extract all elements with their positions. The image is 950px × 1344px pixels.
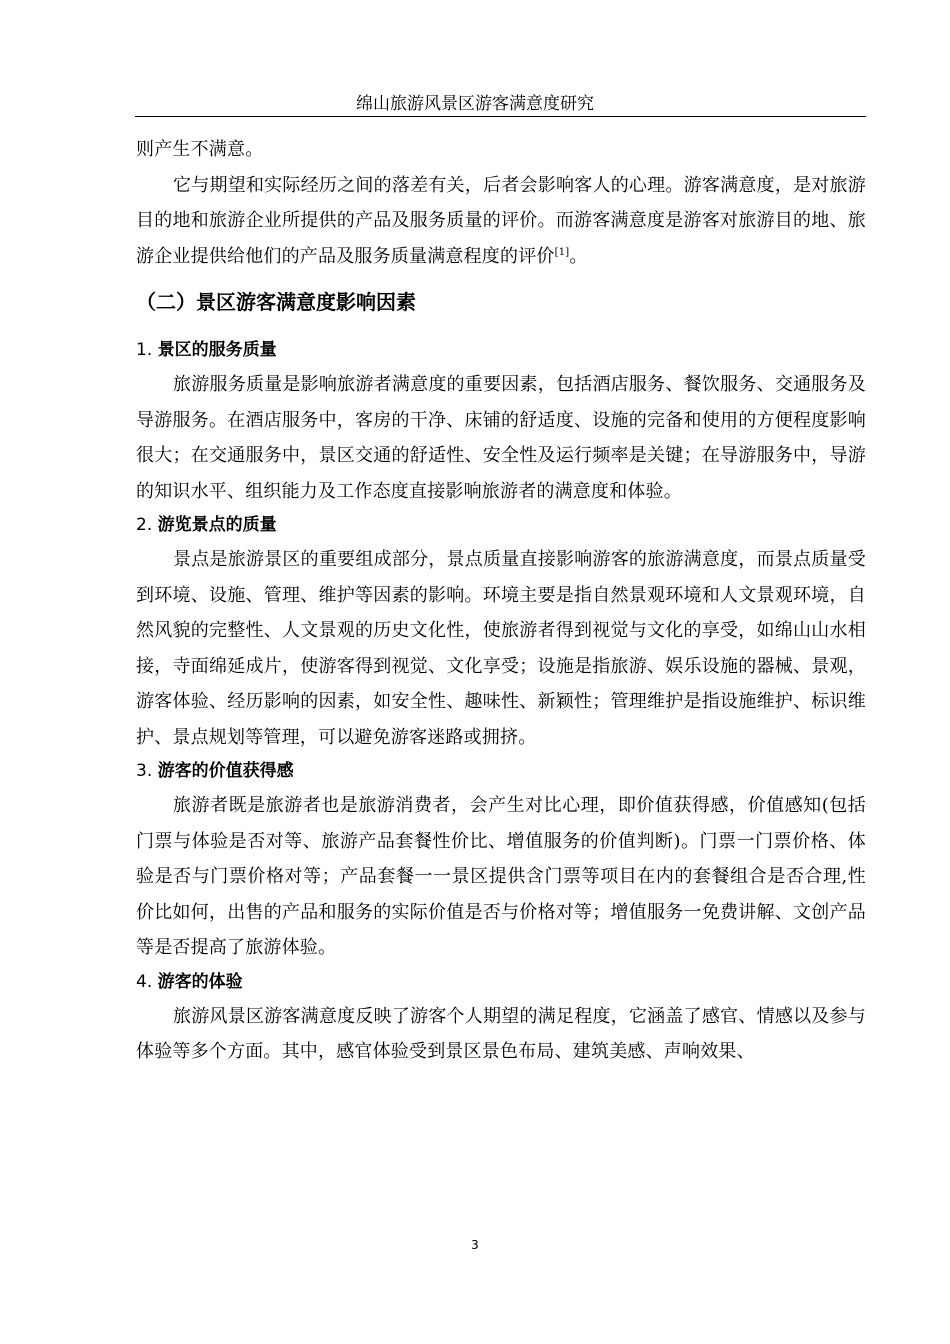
factor-item-4 xyxy=(136,966,866,1070)
factor-item-2 xyxy=(136,509,866,755)
sub-heading-title: 游客的体验 xyxy=(157,971,243,992)
paragraph-text: 它与期望和实际经历之间的落差有关，后者会影响客人的心理。游客满意度，是对旅游目的地和旅游企业所提供的产品及服务质量的评价。而游客满意度是游客对旅游目的地、旅游企业提供给他们的产品及服务质量满意程度的评价 xyxy=(136,174,866,267)
sub-heading-title: 游客的价值获得感 xyxy=(157,761,294,781)
sub-heading xyxy=(136,966,866,999)
factor-paragraph: 景点是旅游景区的重要组成部分，景点质量直接影响游客的旅游满意度，而景点质量受到环境、设施、管理、维护等因素的影响。环境主要是指自然景观环境和人文景观环境，自然风貌的完整性、人文景观的历史文化性，使旅游者得到视觉与文化的享受，如绵山山水相接，寺面绵延成片，使游客得到视觉、文化享受；设施是指旅游、娱乐设施的器械、景观，游客体验、经历影响的因素，如安全性、趣味性、新颖性；管理维护是指设施维护、标识维护、景点规划等管理，可以避免游客迷路或拥挤。 xyxy=(136,549,866,748)
sub-heading xyxy=(136,334,866,367)
factor-item-3 xyxy=(136,755,866,966)
sub-heading-title: 游览景点的质量 xyxy=(157,515,277,535)
running-header-title: 绵山旅游风景区游客满意度研究 xyxy=(356,94,594,114)
sub-heading-title: 景区的服务质量 xyxy=(157,340,277,360)
sub-heading-number: 1. xyxy=(136,340,153,360)
sub-heading-number: 2. xyxy=(136,515,153,535)
paragraph-end-punct: 。 xyxy=(569,245,588,267)
factor-paragraph: 旅游服务质量是影响旅游者满意度的重要因素，包括酒店服务、餐饮服务、交通服务及导游服务。在酒店服务中，客房的干净、床铺的舒适度、设施的完备和使用的方便程度影响很大；在交通服务中，景区交通的舒适性、安全性及运行频率是关键；在导游服务中，导游的知识水平、组织能力及工作态度直接影响旅游者的满意度和体验。 xyxy=(136,374,866,502)
sub-heading xyxy=(136,755,866,788)
sub-heading-number: 4. xyxy=(136,971,153,992)
sub-heading-number: 3. xyxy=(136,761,153,781)
page-body xyxy=(136,132,866,1070)
factor-paragraph: 旅游风景区游客满意度反映了游客个人期望的满足程度，它涵盖了感官、情感以及参与体验等多个方面。其中，感官体验受到景区景色布局、建筑美感、声响效果、 xyxy=(136,1005,866,1062)
page-number: 3 xyxy=(471,1238,479,1252)
paragraph-continuation: 则产生不满意。 xyxy=(136,139,264,160)
section-heading: （二）景区游客满意度影响因素 xyxy=(136,290,416,314)
factor-paragraph: 旅游者既是旅游者也是旅游消费者，会产生对比心理，即价值获得感，价值感知(包括门票与体验是否对等、旅游产品套餐性价比、增值服务的价值判断)。门票一门票价格、体验是否与门票价格对等；产品套餐一一景区提供含门票等项目在内的套餐组合是否合理,性价比如何，出售的产品和服务的实际价值是否与价格对等；增值服务一免费讲解、文创产品等是否提高了旅游体验。 xyxy=(136,795,866,958)
paragraph-satisfaction-definition xyxy=(136,168,866,275)
citation-reference: [1] xyxy=(554,246,570,258)
header-rule-divider xyxy=(135,116,866,117)
factor-item-1 xyxy=(136,334,866,509)
sub-heading xyxy=(136,509,866,542)
